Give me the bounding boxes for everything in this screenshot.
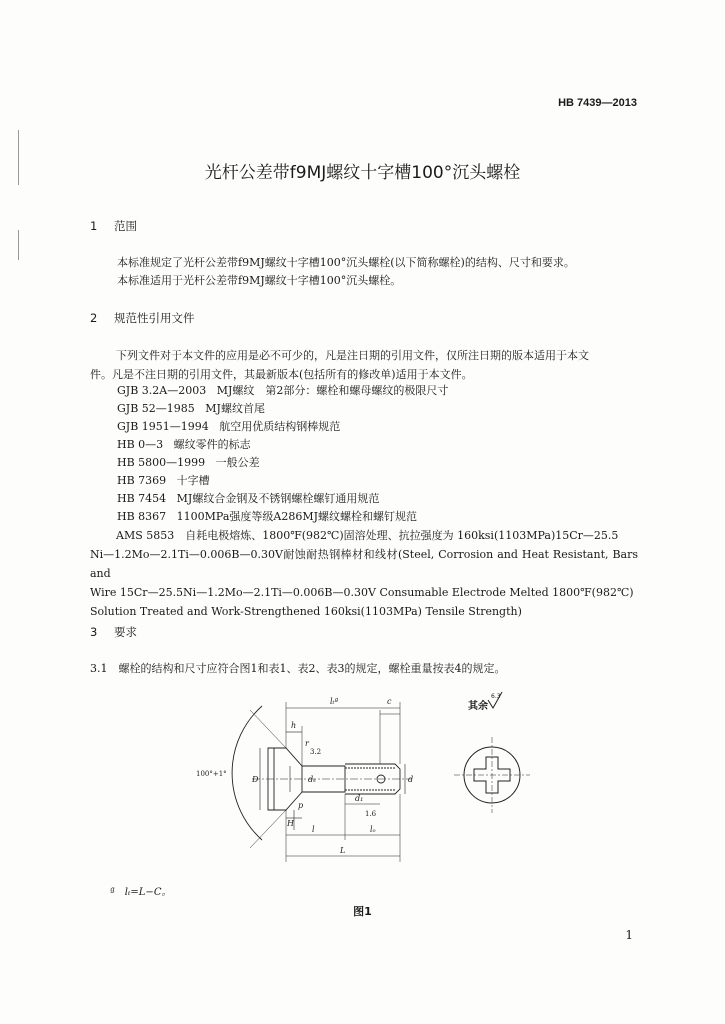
document-title: 光杆公差带f9MJ螺纹十字槽100°沉头螺栓 (204, 163, 521, 183)
reference-code: HB 5800—1999 (117, 456, 206, 469)
section-number: 1 (90, 219, 98, 233)
reference-title: MJ螺纹 第2部分：螺栓和螺母螺纹的极限尺寸 (216, 384, 449, 397)
reference-code: GJB 3.2A—2003 (117, 384, 207, 397)
section-3-heading (90, 624, 137, 640)
reference-code: GJB 1951—1994 (117, 420, 209, 433)
reference-code: HB 8367 (117, 510, 167, 523)
dim-angle: 100°+1° (196, 770, 227, 778)
dim-l: l (312, 825, 315, 834)
ams-reference (90, 526, 638, 621)
reference-code: HB 7454 (117, 492, 167, 505)
section-title: 规范性引用文件 (114, 311, 195, 325)
clause-3-1: 3.1 螺栓的结构和尺寸应符合图1和表1、表2、表3的规定，螺栓重量按表4的规定。 (90, 662, 506, 675)
reference-item (117, 436, 251, 454)
dim-ds: dₛ (308, 775, 316, 784)
s2-intro-line-2: 件。凡是不注日期的引用文件，其最新版本(包括所有的修改单)适用于本文件。 (90, 368, 473, 381)
section-title: 范围 (114, 219, 137, 233)
dim-c: c (387, 697, 392, 706)
cross-recess-view (452, 735, 532, 815)
reference-item (117, 472, 210, 490)
ams-line-1: AMS 5853 自耗电极熔炼、1800℉(982℃)固溶处理、抗拉强度为 160ksi(1103MPa)15Cr—25.5 (116, 529, 619, 542)
roughness-1-6: 1.6 (365, 810, 377, 818)
s1-line-1: 本标准规定了光杆公差带f9MJ螺纹十字槽100°沉头螺栓(以下简称螺栓)的结构、尺寸和要求。 (117, 256, 575, 269)
reference-code: HB 7369 (117, 474, 167, 487)
reference-title: MJ螺纹首尾 (205, 402, 265, 415)
figure-footnote: ª lₜ=L−C。 (110, 887, 172, 898)
roughness-symbol-icon (486, 690, 510, 712)
s1-line-2: 本标准适用于光杆公差带f9MJ螺纹十字槽100°沉头螺栓。 (117, 274, 402, 287)
reference-code: GJB 52—1985 (117, 402, 195, 415)
reference-title: 螺纹零件的标志 (173, 438, 251, 451)
section-2-heading (90, 310, 195, 326)
dim-d1: d₁ (355, 794, 364, 803)
reference-title: 1100MPa强度等级A286MJ螺纹螺栓和螺钉规范 (176, 510, 418, 523)
reference-title: 一般公差 (215, 456, 260, 469)
figure-caption: 图1 (353, 905, 372, 918)
section-number: 2 (90, 311, 98, 325)
dim-p: p (298, 801, 304, 810)
reference-item (117, 418, 340, 436)
dim-h: h (291, 721, 297, 730)
section-1-heading (90, 218, 137, 234)
dim-d: d (408, 775, 414, 784)
reference-title: 航空用优质结构钢棒规范 (219, 420, 341, 433)
section-title: 要求 (114, 625, 137, 639)
roughness-other-label: 其余 (468, 701, 488, 712)
dim-lt: lₜª (330, 697, 339, 706)
dim-L: L (340, 846, 346, 855)
reference-code: HB 0—3 (117, 438, 164, 451)
reference-title: 十字槽 (176, 474, 210, 487)
dim-lo: lₒ (370, 825, 376, 834)
reference-item (117, 382, 448, 400)
dim-H: H (287, 819, 294, 828)
roughness-value: 6.3 (491, 693, 501, 700)
s2-intro-line-1: 下列文件对于本文件的应用是必不可少的，凡是注日期的引用文件，仅所注日期的版本适用于本文 (116, 349, 589, 362)
section-number: 3 (90, 625, 98, 639)
ams-line-3: Wire 15Cr—25.5Ni—1.2Mo—2.1Ti—0.006B—0.30V Consumable Electrode Melted 1800℉(982℃) (90, 586, 634, 599)
reference-item (117, 454, 260, 472)
angle-arc (232, 706, 262, 840)
reference-title: MJ螺纹合金钢及不锈钢螺栓螺钉通用规范 (176, 492, 380, 505)
standard-number: HB 7439—2013 (558, 97, 637, 109)
page-number: 1 (625, 928, 633, 942)
dim-D: D (252, 775, 259, 784)
dim-r: r (305, 739, 309, 748)
roughness-3-2: 3.2 (310, 748, 322, 756)
ams-line-2: Ni—1.2Mo—2.1Ti—0.006B—0.30V耐蚀耐热钢棒材和线材(Steel, Corrosion and Heat Resistant, Bars and (90, 548, 638, 580)
s2-intro (90, 346, 638, 384)
ams-line-4: Solution Treated and Work-Strengthened 160ksi(1103MPa) Tensile Strength) (90, 605, 522, 618)
binding-mark (18, 230, 19, 260)
reference-item (117, 490, 379, 508)
reference-item (117, 400, 265, 418)
reference-item (117, 508, 417, 526)
